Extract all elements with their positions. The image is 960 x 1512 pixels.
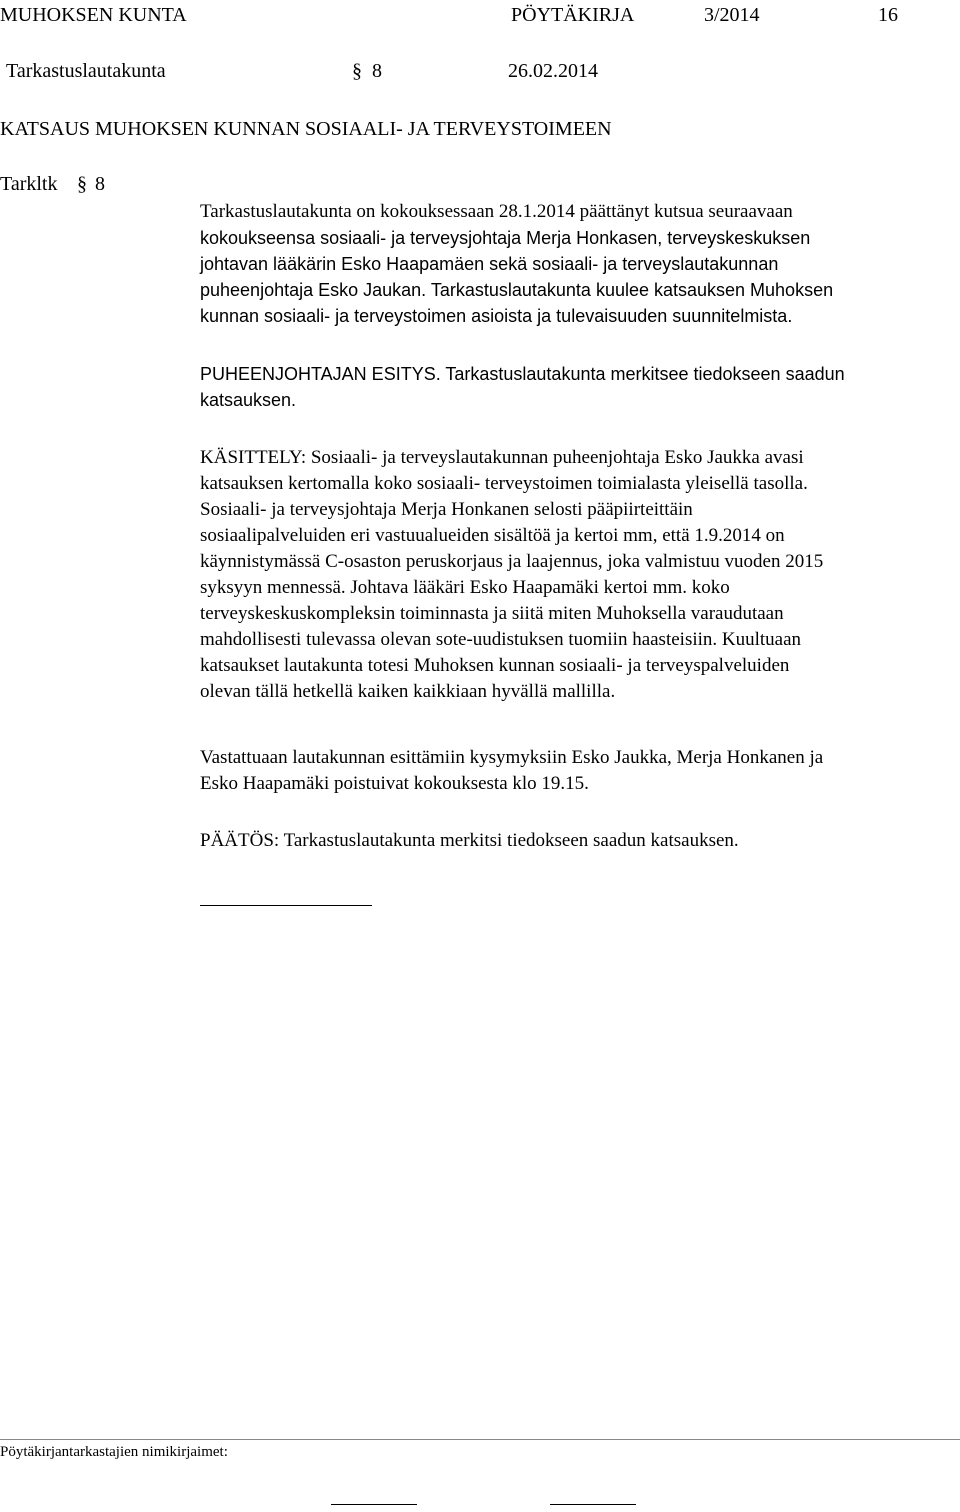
meeting-date: 26.02.2014	[508, 60, 598, 82]
municipality-name: MUHOKSEN KUNTA	[0, 4, 187, 26]
handling-line: käynnistymässä C-osaston peruskorjaus ja laajennus, joka valmistuu vuoden 2015	[200, 551, 824, 572]
footer-divider	[0, 1439, 960, 1440]
departure-paragraph	[200, 745, 958, 797]
departure-line: Esko Haapamäki poistuivat kokouksesta klo 19.15.	[200, 773, 589, 794]
proposal-paragraph	[200, 361, 958, 413]
handling-line: syksyyn mennessä. Johtava lääkäri Esko Haapamäki kertoi mm. koko	[200, 577, 730, 598]
board-name: Tarkastuslautakunta	[6, 60, 166, 82]
departure-line: Vastattuaan lautakunnan esittämiin kysymyksiin Esko Jaukka, Merja Honkanen ja	[200, 747, 824, 768]
intro-paragraph	[200, 199, 958, 329]
ref-section-symbol: §	[77, 173, 87, 195]
handling-line: Sosiaali- ja terveysjohtaja Merja Honkanen selosti pääpiirteittäin	[200, 499, 693, 520]
intro-line: Tarkastuslautakunta on kokouksessaan 28.1.2014 päättänyt kutsua seuraavaan	[200, 201, 793, 222]
initials-line-1	[331, 1504, 417, 1505]
ref-section-number: 8	[95, 173, 105, 195]
handling-paragraph	[200, 445, 958, 705]
handling-line: olevan tällä hetkellä kaiken kaikkiaan hyvällä mallilla.	[200, 681, 616, 702]
section-symbol: §	[352, 60, 362, 82]
decision-paragraph	[200, 828, 958, 854]
handling-line: KÄSITTELY: Sosiaali- ja terveyslautakunnan puheenjohtaja Esko Jaukka avasi	[200, 447, 804, 468]
handling-line: terveyskeskuskompleksin toiminnasta ja siitä miten Muhoksella varaudutaan	[200, 603, 784, 624]
intro-line: johtavan lääkärin Esko Haapamäen sekä sosiaali- ja terveyslautakunnan	[200, 254, 779, 274]
proposal-line: PUHEENJOHTAJAN ESITYS. Tarkastuslautakunta merkitsee tiedokseen saadun	[200, 364, 845, 384]
document-type: PÖYTÄKIRJA	[511, 4, 635, 26]
intro-line: puheenjohtaja Esko Jaukan. Tarkastuslautakunta kuulee katsauksen Muhoksen	[200, 280, 834, 300]
handling-line: katsauksen kertomalla koko sosiaali- terveystoimen toimialasta yleisellä tasolla.	[200, 473, 808, 494]
section-number: 8	[372, 60, 382, 82]
document-number: 3/2014	[704, 4, 760, 26]
closing-rule	[200, 905, 372, 906]
document-title: KATSAUS MUHOKSEN KUNNAN SOSIAALI- JA TERVEYSTOIMEEN	[0, 118, 612, 140]
handling-line: katsaukset lautakunta totesi Muhoksen kunnan sosiaali- ja terveyspalveluiden	[200, 655, 790, 676]
handling-line: sosiaalipalveluiden eri vastuualueiden sisältöä ja kertoi mm, että 1.9.2014 on	[200, 525, 785, 546]
decision-line: PÄÄTÖS: Tarkastuslautakunta merkitsi tiedokseen saadun katsauksen.	[200, 830, 739, 851]
ref-label: Tarkltk	[0, 173, 58, 195]
handling-line: mahdollisesti tulevassa olevan sote-uudistuksen tuomiin haasteisiin. Kuultuaan	[200, 629, 802, 650]
page-number: 16	[878, 4, 898, 26]
intro-line: kokoukseensa sosiaali- ja terveysjohtaja Merja Honkasen, terveyskeskuksen	[200, 228, 811, 248]
intro-line: kunnan sosiaali- ja terveystoimen asioista ja tulevaisuuden suunnitelmista.	[200, 306, 793, 326]
initials-label: Pöytäkirjantarkastajien nimikirjaimet:	[0, 1444, 228, 1460]
initials-line-2	[550, 1504, 636, 1505]
proposal-line: katsauksen.	[200, 390, 297, 410]
